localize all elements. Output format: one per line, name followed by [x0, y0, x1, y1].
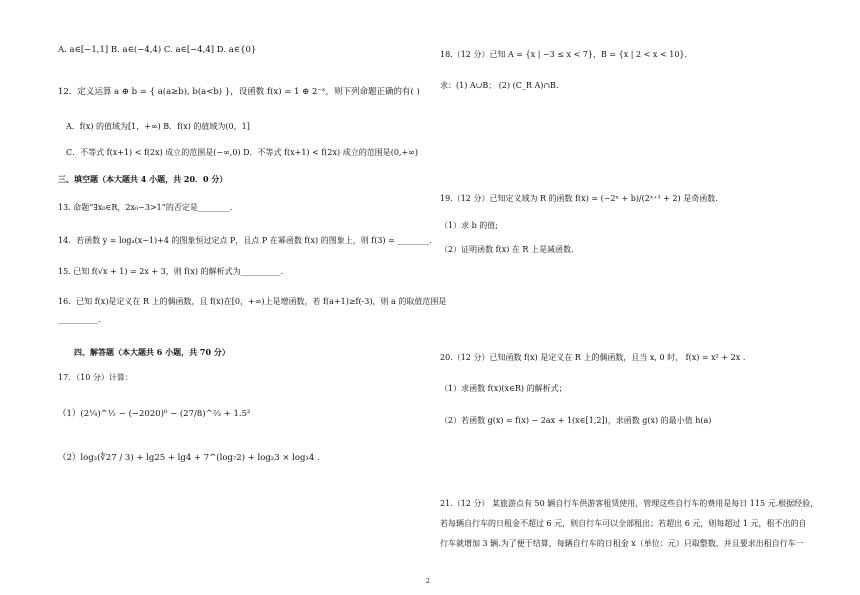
- q18-stem: 18.（12 分）已知 A = {x | −3 ≤ x < 7}，B = {x | 2 < x < 10}.: [440, 50, 688, 59]
- q17-stem: 17．（10 分）计算：: [58, 373, 133, 382]
- page-number: 2: [426, 578, 430, 585]
- q14-text: 14．若函数 y = logₐ(x−1)+4 的图象恒过定点 P，且点 P 在幂函数 f(x) 的图象上，则 f(3) = ________.: [58, 236, 432, 245]
- q16-text-line2: __________.: [58, 315, 101, 324]
- q19-part2: （2）证明函数 f(x) 在 R 上是减函数.: [440, 245, 574, 254]
- section3-title: 三、填空题（本大题共 4 小题，共 20．0 分）: [58, 174, 228, 184]
- section4-title: 四、解答题（本大题共 6 小题，共 70 分）: [74, 347, 230, 357]
- q19-part1: （1）求 b 的值;: [440, 221, 498, 230]
- q21-text-line1: 21.（12 分） 某旅游点有 50 辆自行车供游客租赁使用，管理这些自行车的费用是每日 115 元.根据经验，: [440, 499, 819, 508]
- q15-text: 15. 已知 f(√x + 1) = 2x + 3，则 f(x) 的解析式为__________.: [58, 267, 284, 276]
- q21-text-line2: 若每辆自行车的日租金不超过 6 元，则自行车可以全部租出；若超出 6 元，则每超过 1 元，租不出的自: [440, 519, 807, 528]
- right-column: [430, 0, 860, 595]
- q16-text-line1: 16．已知 f(x)是定义在 R 上的偶函数，且 f(x)在[0，+∞)上是增函数，若 f(a+1)≥f(-3)，则 a 的取值范围是: [58, 297, 447, 306]
- q12-options-cd: C．不等式 f(x+1) < f(2x) 成立的范围是(−∞,0) D．不等式 f(x+1) < f(2x) 成立的范围是(0,+∞): [66, 148, 418, 157]
- q20-part2: （2）若函数 g(x) = f(x) − 2ax + 1(x∈[1,2])，求函数 g(x) 的最小值 h(a): [440, 416, 712, 425]
- q19-stem: 19.（12 分）已知定义域为 R 的函数 f(x) = (−2ˣ + b)/(2ˣ⁺¹ + 2) 是奇函数.: [440, 194, 718, 203]
- q12-options-ab: A．f(x) 的值域为[1，+∞) B．f(x) 的值域为(0，1]: [66, 122, 250, 131]
- q18-ask: 求：(1) A∪B； (2) (C_R A)∩B.: [440, 81, 559, 90]
- q13-text: 13. 命题“∃x₀∈R，2x₀−3>1”的否定是________.: [58, 203, 233, 212]
- q12-stem: 12．定义运算 a ⊕ b = { a(a≥b), b(a<b) }，设函数 f(x) = 1 ⊕ 2⁻ˣ，则下列命题正确的有( ): [58, 87, 420, 97]
- q21-text-line3: 行车就增加 3 辆.为了便于结算，每辆自行车的日租金 x（单位：元）只取整数，并且要求出租自行车一: [440, 539, 804, 548]
- q17-part2: （2）log₃(∜27 / 3) + lg25 + lg4 + 7^(log₇2) + log₂3 × log₃4 .: [58, 453, 320, 463]
- q20-stem: 20.（12 分）已知函数 f(x) 是定义在 R 上的偶函数，且当 x, 0 时， f(x) = x² + 2x .: [440, 353, 746, 362]
- q20-part1: （1）求函数 f(x)(x∈R) 的解析式；: [440, 384, 567, 393]
- q17-part1: （1）(2¼)^½ − (−2020)⁰ − (27/8)^⅔ + 1.5²: [58, 409, 251, 419]
- q11-options: A. a∈[−1,1] B. a∈(−4,4) C. a∈[−4,4] D. a∈{0}: [58, 45, 257, 55]
